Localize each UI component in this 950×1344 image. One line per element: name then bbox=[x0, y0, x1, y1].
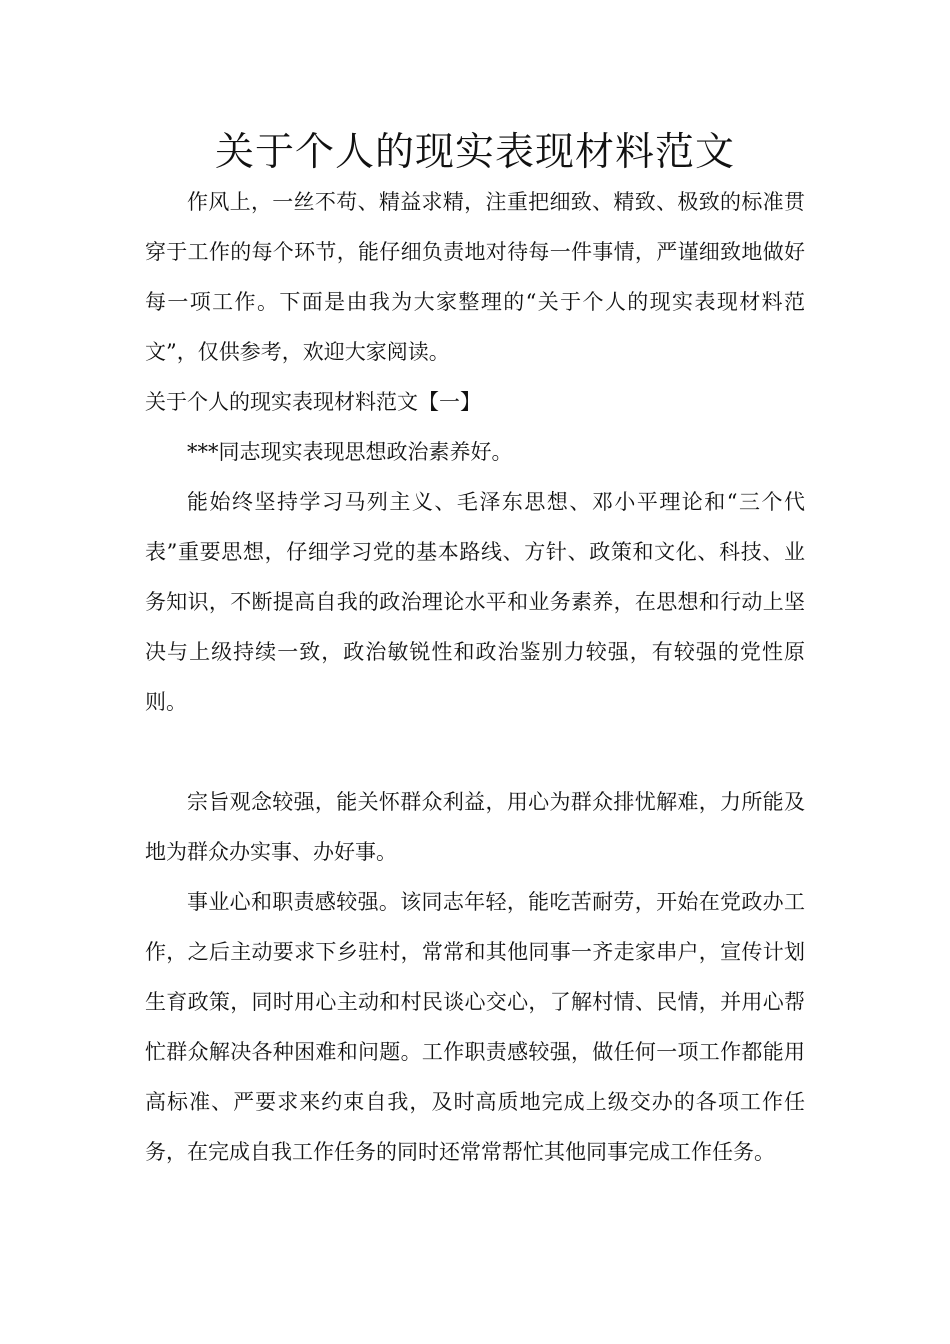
body-paragraph: 宗旨观念较强，能关怀群众利益，用心为群众排忧解难，力所能及地为群众办实事、办好事。 bbox=[145, 790, 805, 864]
document-body bbox=[145, 177, 805, 1177]
intro-paragraph: 作风上，一丝不苟、精益求精，注重把细致、精致、极致的标准贯穿于工作的每个环节，能仔细负责地对待每一件事情，严谨细致地做好每一项工作。下面是由我为大家整理的“关于个人的现实表现材料范文”，仅供参考，欢迎大家阅读。 bbox=[145, 190, 805, 364]
document-title: 关于个人的现实表现材料范文 bbox=[214, 130, 735, 175]
body-paragraph: 能始终坚持学习马列主义、毛泽东思想、邓小平理论和“三个代表”重要思想，仔细学习党的基本路线、方针、政策和文化、科技、业务知识，不断提高自我的政治理论水平和业务素养，在思想和行动上坚决与上级持续一致，政治敏锐性和政治鉴别力较强，有较强的党性原则。 bbox=[145, 490, 805, 714]
body-paragraph: 事业心和职责感较强。该同志年轻，能吃苦耐劳，开始在党政办工作，之后主动要求下乡驻村，常常和其他同事一齐走家串户，宣传计划生育政策，同时用心主动和村民谈心交心，了解村情、民情，并用心帮忙群众解决各种困难和问题。工作职责感较强，做任何一项工作都能用高标准、严要求来约束自我，及时高质地完成上级交办的各项工作任务，在完成自我工作任务的同时还常常帮忙其他同事完成工作任务。 bbox=[145, 890, 805, 1164]
section-heading: 关于个人的现实表现材料范文【一】 bbox=[145, 390, 481, 414]
blank-line bbox=[145, 727, 805, 777]
body-paragraph: ***同志现实表现思想政治素养好。 bbox=[187, 440, 513, 464]
